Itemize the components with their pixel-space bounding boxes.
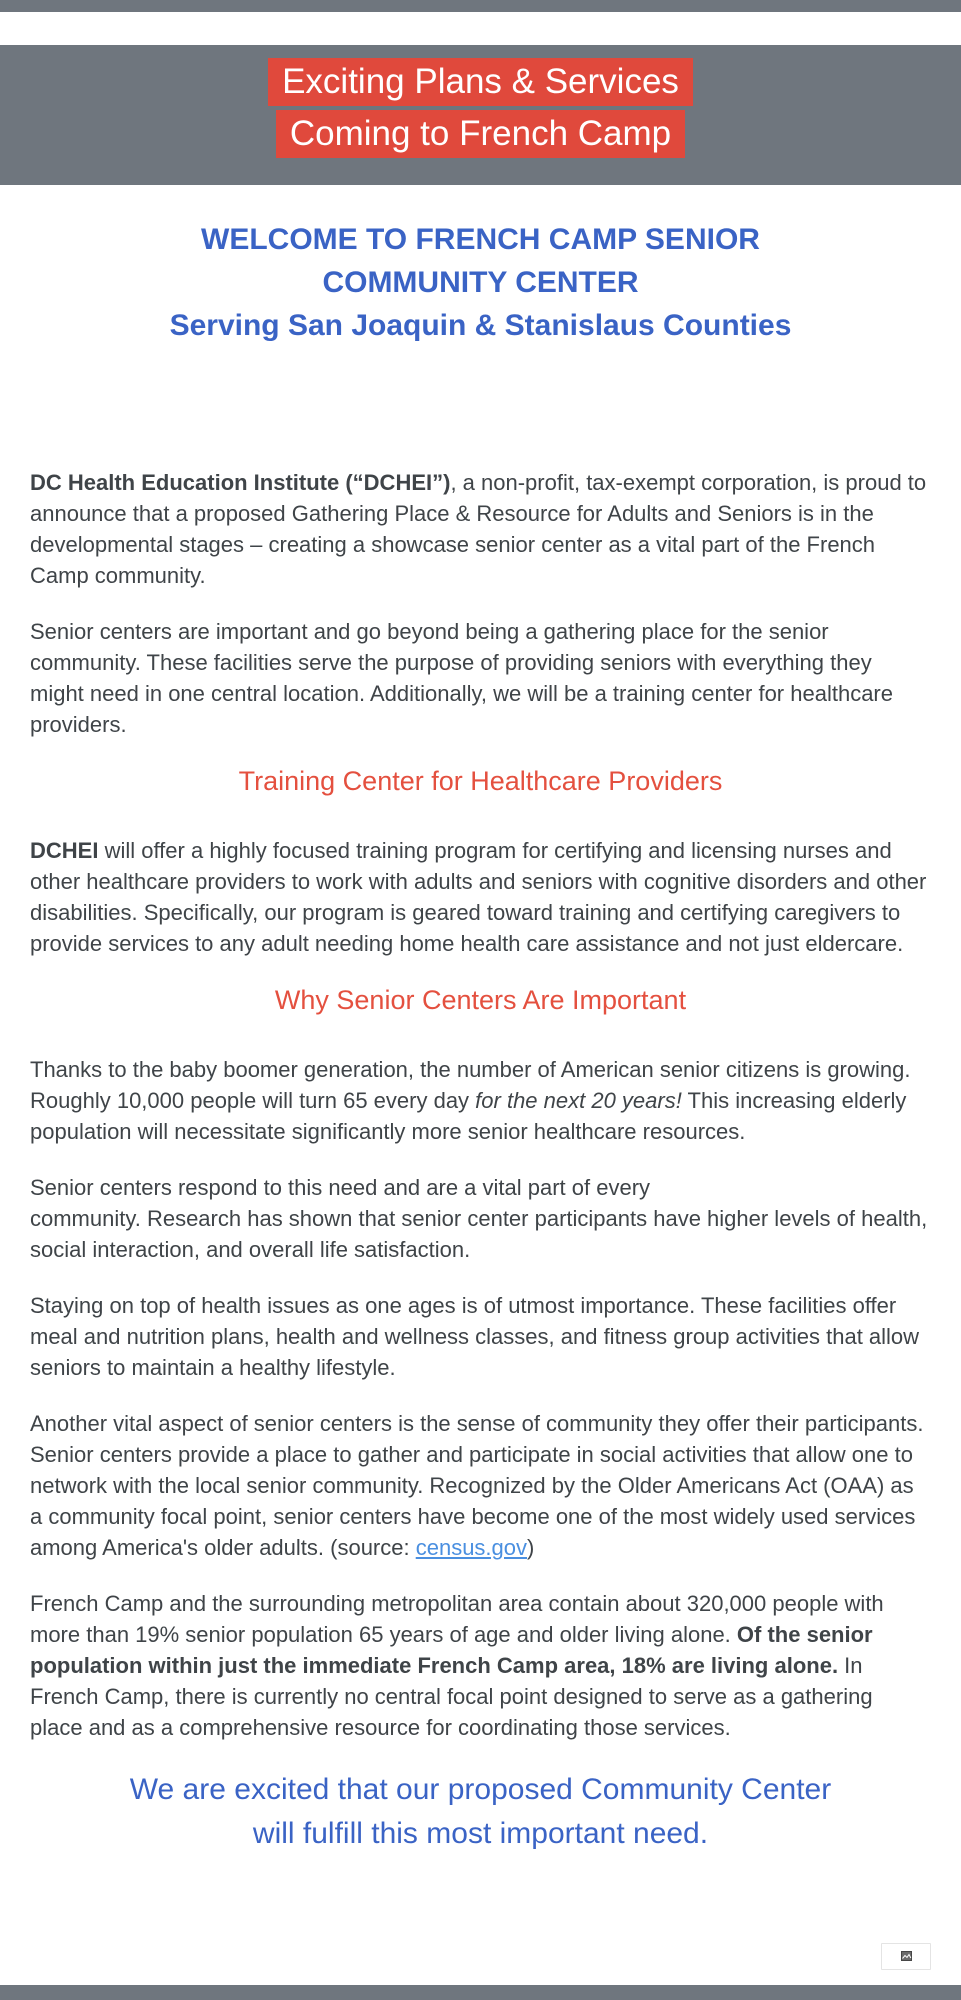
paragraph-boomers-pre: Thanks to the baby boomer generation, the number of American senior citizens is growing. Roughly 10,000 people will turn 65 every day <box>30 1057 911 1113</box>
paragraph-community <box>30 1408 931 1563</box>
paragraph-respond <box>30 1172 931 1265</box>
paragraph-community-post: ) <box>527 1535 535 1560</box>
bottom-gray-strip <box>0 1985 961 2000</box>
paragraph-community-pre: Another vital aspect of senior centers is the sense of community they offer their participants. Senior centers provide a place to gather and participate in social activities that allow one to network with the local senior community. Recognized by the Older Americans Act (OAA) as a community focal point, senior centers have become one of the most widely used services among America's older adults. (source: <box>30 1411 924 1560</box>
population-bold-statistic: Of the senior population within just the immediate French Camp area, 18% are living alone. <box>30 1622 873 1678</box>
welcome-subheading: Serving San Joaquin & Stanislaus Counties <box>169 309 792 342</box>
top-white-gap <box>0 12 961 45</box>
paragraph-intro <box>30 467 931 591</box>
banner-headline-highlight: Coming to French Camp <box>276 110 685 158</box>
banner-headline-highlight: Exciting Plans & Services <box>268 58 693 106</box>
census-gov-link[interactable]: census.gov <box>415 1535 528 1560</box>
paragraph-respond-line-2: community. Research has shown that senior center participants have higher levels of health, social interaction, and overall life satisfaction. <box>30 1206 928 1262</box>
broken-image-icon <box>901 1948 912 1966</box>
paragraph-gathering: Senior centers are important and go beyond being a gathering place for the senior community. These facilities serve the purpose of providing seniors with everything they might need in one central location. Additionally, we will be a training center for healthcare providers. <box>30 619 893 737</box>
paragraph-population-pre: French Camp and the surrounding metropolitan area contain about 320,000 people with more than 19% senior population 65 years of age and older living alone. <box>30 1591 884 1647</box>
banner-line-2 <box>0 110 961 158</box>
closing-heading <box>30 1768 931 1856</box>
paragraph-population <box>30 1588 931 1743</box>
paragraph-boomers <box>30 1054 931 1147</box>
closing-heading-line-2: will fulfill this most important need. <box>252 1817 709 1850</box>
section-heading-training: Training Center for Healthcare Providers <box>238 766 723 796</box>
section-heading-why-important: Why Senior Centers Are Important <box>274 985 687 1015</box>
paragraph-respond-line-1: Senior centers respond to this need and are a vital part of every <box>30 1175 651 1200</box>
org-abbrev-bold: DCHEI <box>30 838 99 863</box>
broken-image-placeholder <box>881 1943 931 1970</box>
closing-heading-line-1: We are excited that our proposed Community Center <box>129 1773 832 1806</box>
paragraph-health: Staying on top of health issues as one ages is of utmost importance. These facilities offer meal and nutrition plans, health and wellness classes, and fitness group activities that allow seniors to maintain a healthy lifestyle. <box>30 1293 920 1380</box>
banner-line-1 <box>0 58 961 106</box>
paragraph-boomers-post: This increasing elderly population will necessitate significantly more senior healthcare resources. <box>30 1088 907 1144</box>
welcome-heading <box>30 218 931 304</box>
boomers-italic-phrase: for the next 20 years! <box>475 1088 682 1113</box>
header-banner <box>0 45 961 185</box>
paragraph-training-text: will offer a highly focused training program for certifying and licensing nurses and other healthcare providers to work with adults and seniors with cognitive disorders and other disabilities. Specifically, our program is geared toward training and certifying caregivers to provide services to any adult needing home health care assistance and not just eldercare. <box>30 838 927 956</box>
paragraph-training-program <box>30 835 931 959</box>
top-gray-strip <box>0 0 961 12</box>
paragraph-intro-text: , a non-profit, tax-exempt corporation, is proud to announce that a proposed Gathering Place & Resource for Adults and Seniors is in the developmental stages – creating a showcase senior center as a vital part of the French Camp community. <box>30 470 927 588</box>
welcome-heading-line-1: WELCOME TO FRENCH CAMP SENIOR <box>201 223 760 256</box>
main-content <box>0 218 961 1856</box>
org-name-bold: DC Health Education Institute (“DCHEI”) <box>30 470 451 495</box>
paragraph-population-post: In French Camp, there is currently no central focal point designed to serve as a gathering place and as a comprehensive resource for coordinating those services. <box>30 1653 873 1740</box>
welcome-heading-line-2: COMMUNITY CENTER <box>322 266 639 299</box>
